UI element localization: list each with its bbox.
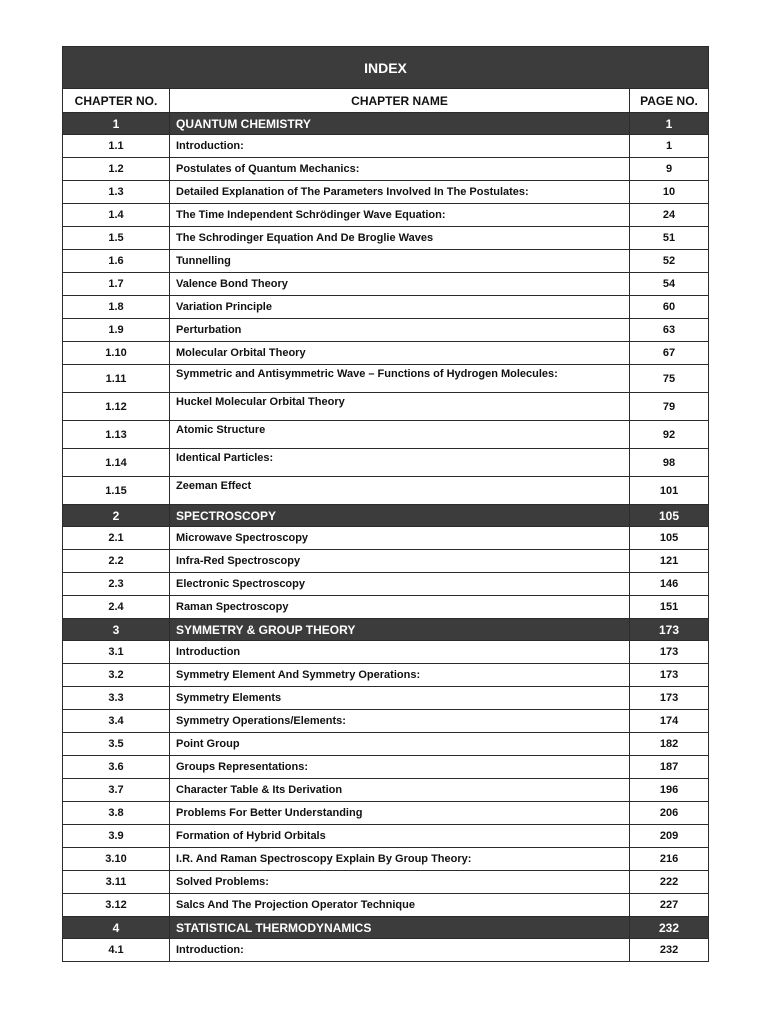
- chapter-number: 3.2: [63, 664, 170, 687]
- page-number: 146: [630, 573, 709, 596]
- chapter-number: 1.14: [63, 449, 170, 477]
- page-number: 232: [630, 939, 709, 962]
- index-title: INDEX: [63, 47, 709, 89]
- page-number: 173: [630, 619, 709, 641]
- chapter-name: SPECTROSCOPY: [170, 505, 630, 527]
- table-row: [63, 733, 709, 756]
- chapter-row: [63, 505, 709, 527]
- table-row: [63, 894, 709, 917]
- chapter-number: 3.8: [63, 802, 170, 825]
- table-row: [63, 527, 709, 550]
- chapter-number: 1.5: [63, 227, 170, 250]
- page-number: 9: [630, 158, 709, 181]
- page-number: 75: [630, 365, 709, 393]
- page-number: 1: [630, 135, 709, 158]
- page-number: 174: [630, 710, 709, 733]
- table-row: [63, 273, 709, 296]
- page-number: 92: [630, 421, 709, 449]
- index-body: [63, 113, 709, 962]
- table-row: [63, 596, 709, 619]
- chapter-name: The Time Independent Schrödinger Wave Equation:: [170, 204, 630, 227]
- chapter-number: 1.10: [63, 342, 170, 365]
- chapter-number: 1.1: [63, 135, 170, 158]
- chapter-number: 3.10: [63, 848, 170, 871]
- page-number: 187: [630, 756, 709, 779]
- chapter-name: QUANTUM CHEMISTRY: [170, 113, 630, 135]
- table-row: [63, 779, 709, 802]
- table-row: [63, 296, 709, 319]
- chapter-row: [63, 619, 709, 641]
- page-number: 52: [630, 250, 709, 273]
- table-row: [63, 421, 709, 449]
- table-row: [63, 802, 709, 825]
- chapter-number: 3.6: [63, 756, 170, 779]
- page-number: 222: [630, 871, 709, 894]
- chapter-name: Introduction:: [170, 939, 630, 962]
- chapter-name: Identical Particles:: [170, 449, 630, 477]
- chapter-name: Groups Representations:: [170, 756, 630, 779]
- chapter-name: Atomic Structure: [170, 421, 630, 449]
- table-row: [63, 550, 709, 573]
- chapter-name: The Schrodinger Equation And De Broglie Waves: [170, 227, 630, 250]
- page-number: 196: [630, 779, 709, 802]
- page-number: 216: [630, 848, 709, 871]
- chapter-name: Huckel Molecular Orbital Theory: [170, 393, 630, 421]
- table-row: [63, 250, 709, 273]
- chapter-number: 3.7: [63, 779, 170, 802]
- table-row: [63, 687, 709, 710]
- table-row: [63, 393, 709, 421]
- page-number: 1: [630, 113, 709, 135]
- chapter-number: 2.2: [63, 550, 170, 573]
- page-number: 227: [630, 894, 709, 917]
- page-number: 206: [630, 802, 709, 825]
- table-row: [63, 664, 709, 687]
- page-number: 105: [630, 505, 709, 527]
- chapter-number: 1.3: [63, 181, 170, 204]
- table-row: [63, 573, 709, 596]
- table-row: [63, 365, 709, 393]
- chapter-name: Variation Principle: [170, 296, 630, 319]
- table-row: [63, 477, 709, 505]
- chapter-number: 1.8: [63, 296, 170, 319]
- chapter-number: 3.3: [63, 687, 170, 710]
- chapter-number: 1.2: [63, 158, 170, 181]
- chapter-name: Molecular Orbital Theory: [170, 342, 630, 365]
- chapter-name: Infra-Red Spectroscopy: [170, 550, 630, 573]
- table-row: [63, 204, 709, 227]
- chapter-number: 2.4: [63, 596, 170, 619]
- table-row: [63, 135, 709, 158]
- table-row: [63, 319, 709, 342]
- chapter-name: Solved Problems:: [170, 871, 630, 894]
- chapter-name: Symmetry Element And Symmetry Operations:: [170, 664, 630, 687]
- page-number: 67: [630, 342, 709, 365]
- table-row: [63, 756, 709, 779]
- chapter-number: 1.6: [63, 250, 170, 273]
- chapter-number: 1.7: [63, 273, 170, 296]
- chapter-name: Perturbation: [170, 319, 630, 342]
- table-row: [63, 181, 709, 204]
- chapter-name: STATISTICAL THERMODYNAMICS: [170, 917, 630, 939]
- chapter-number: 3: [63, 619, 170, 641]
- chapter-name: Salcs And The Projection Operator Technique: [170, 894, 630, 917]
- table-row: [63, 449, 709, 477]
- chapter-name: Valence Bond Theory: [170, 273, 630, 296]
- table-row: [63, 342, 709, 365]
- table-row: [63, 939, 709, 962]
- page-number: 54: [630, 273, 709, 296]
- page-number: 10: [630, 181, 709, 204]
- chapter-number: 3.11: [63, 871, 170, 894]
- chapter-name: Electronic Spectroscopy: [170, 573, 630, 596]
- chapter-name: Symmetry Operations/Elements:: [170, 710, 630, 733]
- chapter-name: SYMMETRY & GROUP THEORY: [170, 619, 630, 641]
- chapter-name: Zeeman Effect: [170, 477, 630, 505]
- chapter-name: Introduction: [170, 641, 630, 664]
- chapter-number: 1: [63, 113, 170, 135]
- chapter-name: Detailed Explanation of The Parameters Involved In The Postulates:: [170, 181, 630, 204]
- header-page-no: PAGE NO.: [630, 89, 709, 113]
- chapter-number: 3.5: [63, 733, 170, 756]
- chapter-number: 4.1: [63, 939, 170, 962]
- table-row: [63, 158, 709, 181]
- page-number: 63: [630, 319, 709, 342]
- chapter-number: 4: [63, 917, 170, 939]
- page-number: 105: [630, 527, 709, 550]
- chapter-number: 2.1: [63, 527, 170, 550]
- table-row: [63, 871, 709, 894]
- header-chapter-no: CHAPTER NO.: [63, 89, 170, 113]
- chapter-number: 3.1: [63, 641, 170, 664]
- page-number: 182: [630, 733, 709, 756]
- chapter-name: Symmetry Elements: [170, 687, 630, 710]
- page-number: 121: [630, 550, 709, 573]
- chapter-name: Symmetric and Antisymmetric Wave – Functions of Hydrogen Molecules:: [170, 365, 630, 393]
- chapter-number: 1.15: [63, 477, 170, 505]
- chapter-row: [63, 113, 709, 135]
- chapter-number: 2.3: [63, 573, 170, 596]
- index-title-row: [63, 47, 709, 89]
- page-number: 98: [630, 449, 709, 477]
- chapter-number: 3.9: [63, 825, 170, 848]
- column-header-row: [63, 89, 709, 113]
- chapter-name: I.R. And Raman Spectroscopy Explain By Group Theory:: [170, 848, 630, 871]
- page-number: 173: [630, 664, 709, 687]
- page-number: 209: [630, 825, 709, 848]
- index-table: [62, 46, 709, 962]
- page-number: 151: [630, 596, 709, 619]
- chapter-row: [63, 917, 709, 939]
- page-number: 24: [630, 204, 709, 227]
- page-number: 79: [630, 393, 709, 421]
- table-row: [63, 848, 709, 871]
- chapter-name: Character Table & Its Derivation: [170, 779, 630, 802]
- chapter-name: Formation of Hybrid Orbitals: [170, 825, 630, 848]
- chapter-name: Introduction:: [170, 135, 630, 158]
- chapter-name: Raman Spectroscopy: [170, 596, 630, 619]
- header-chapter-name: CHAPTER NAME: [170, 89, 630, 113]
- chapter-number: 3.4: [63, 710, 170, 733]
- chapter-number: 1.12: [63, 393, 170, 421]
- chapter-name: Problems For Better Understanding: [170, 802, 630, 825]
- chapter-number: 1.13: [63, 421, 170, 449]
- table-row: [63, 825, 709, 848]
- chapter-number: 1.9: [63, 319, 170, 342]
- chapter-number: 1.4: [63, 204, 170, 227]
- page-number: 51: [630, 227, 709, 250]
- chapter-name: Microwave Spectroscopy: [170, 527, 630, 550]
- chapter-name: Tunnelling: [170, 250, 630, 273]
- page-number: 101: [630, 477, 709, 505]
- page-number: 173: [630, 687, 709, 710]
- page-number: 60: [630, 296, 709, 319]
- table-row: [63, 710, 709, 733]
- chapter-name: Point Group: [170, 733, 630, 756]
- chapter-number: 2: [63, 505, 170, 527]
- page-number: 232: [630, 917, 709, 939]
- table-row: [63, 641, 709, 664]
- page-number: 173: [630, 641, 709, 664]
- table-row: [63, 227, 709, 250]
- chapter-name: Postulates of Quantum Mechanics:: [170, 158, 630, 181]
- chapter-number: 3.12: [63, 894, 170, 917]
- chapter-number: 1.11: [63, 365, 170, 393]
